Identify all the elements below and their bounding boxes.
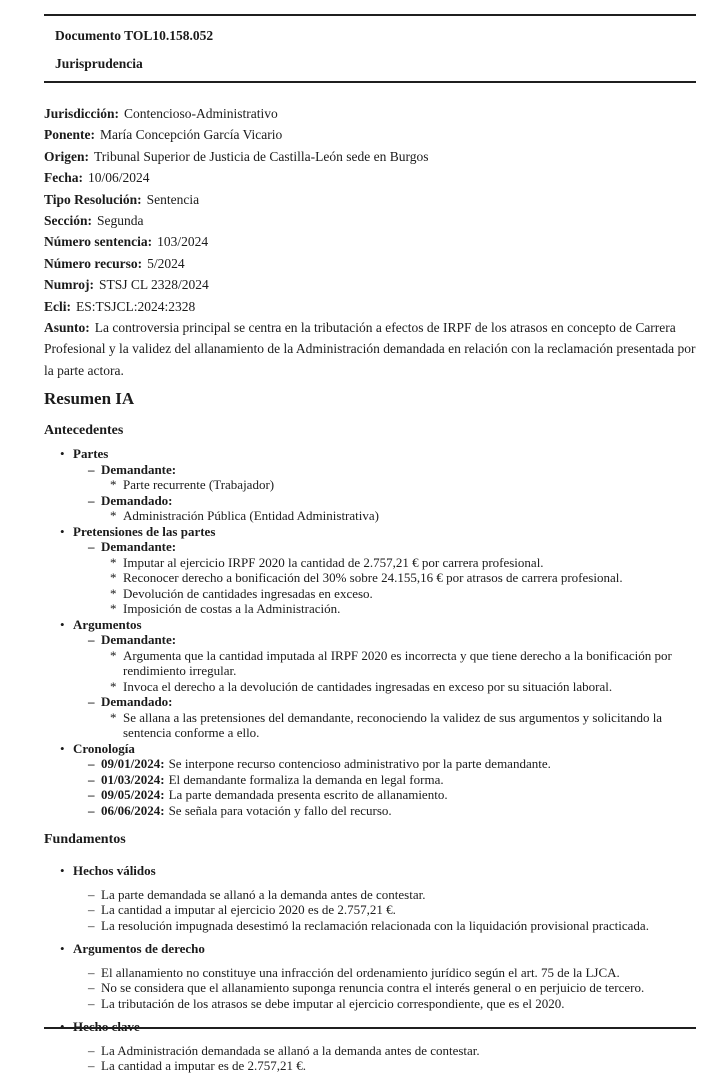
- item-title: Partes: [73, 446, 109, 462]
- field-jurisdiccion: [44, 103, 696, 124]
- item-label: Demandante:: [101, 632, 177, 648]
- event-date: 01/03/2024:: [101, 771, 165, 787]
- event-text: Se señala para votación y fallo del recurso.: [168, 802, 392, 818]
- list-item: [44, 508, 696, 524]
- document-page: [0, 14, 724, 1074]
- field-value: María Concepción García Vicario: [100, 127, 283, 143]
- item-text: Imputar al ejercicio IRPF 2020 la cantidad de 2.757,21 € por carrera profesional.: [123, 554, 544, 570]
- dash-icon: –: [88, 756, 95, 772]
- field-value: Sentencia: [146, 191, 200, 207]
- item-text: Administración Pública (Entidad Administrativa): [123, 508, 379, 524]
- field-seccion: [44, 210, 696, 231]
- field-numero-sentencia: [44, 231, 696, 252]
- dash-icon: –: [88, 917, 95, 933]
- field-label: Asunto:: [44, 320, 90, 336]
- antecedentes-heading: Antecedentes: [44, 423, 124, 439]
- bullet-icon: •: [60, 523, 65, 539]
- dash-icon: –: [88, 694, 95, 710]
- list-item: [44, 1058, 696, 1074]
- list-item: [44, 887, 696, 903]
- field-tipo-resolucion: [44, 189, 696, 210]
- field-ponente: [44, 124, 696, 145]
- field-label: Jurisdicción:: [44, 106, 120, 121]
- asterisk-icon: *: [110, 508, 117, 524]
- field-value: Segunda: [97, 213, 144, 229]
- item-text: La resolución impugnada desestimó la reclamación relacionada con la liquidación provisional practicada.: [101, 917, 649, 933]
- field-label: Ponente:: [44, 127, 95, 143]
- group-title: [44, 863, 696, 879]
- dash-icon: –: [88, 632, 95, 648]
- antecedentes-list: [0, 439, 724, 818]
- bullet-icon: •: [60, 941, 65, 957]
- metadata-block: [0, 83, 724, 381]
- list-item: [44, 996, 696, 1012]
- bullet-icon: •: [60, 616, 65, 632]
- dash-icon: –: [88, 980, 95, 996]
- item-title: Argumentos: [73, 616, 142, 632]
- item-text: Devolución de cantidades ingresadas en exceso.: [123, 585, 373, 601]
- dash-icon: –: [88, 802, 95, 818]
- asterisk-icon: *: [110, 601, 117, 617]
- timeline-event: [44, 772, 696, 788]
- field-label: Ecli:: [44, 298, 71, 314]
- item-text: La cantidad a imputar es de 2.757,21 €.: [101, 1058, 307, 1074]
- list-item-demandante-label: [44, 539, 696, 555]
- field-numero-recurso: [44, 253, 696, 274]
- dash-icon: –: [88, 461, 95, 477]
- item-text: El allanamiento no constituye una infracción del ordenamiento jurídico según el art. 75 de la LJCA.: [101, 964, 620, 980]
- list-item: [44, 648, 696, 679]
- field-value: 5/2024: [147, 255, 185, 271]
- item-text: La Administración demandada se allanó a la demanda antes de contestar.: [101, 1042, 480, 1058]
- field-ecli: [44, 296, 696, 317]
- item-label: Demandado:: [101, 694, 173, 710]
- list-item-demandante-label: [44, 632, 696, 648]
- fundamentos-list: [0, 848, 724, 1074]
- field-numroj: [44, 274, 696, 295]
- timeline-event: [44, 803, 696, 819]
- dash-icon: –: [88, 995, 95, 1011]
- dash-icon: –: [88, 1058, 95, 1074]
- fundamentos-heading: Fundamentos: [44, 832, 126, 848]
- dash-icon: –: [88, 492, 95, 508]
- asterisk-icon: *: [110, 554, 117, 570]
- item-text: Imposición de costas a la Administración.: [123, 601, 341, 617]
- timeline-event: [44, 756, 696, 772]
- field-value: 10/06/2024: [87, 170, 150, 186]
- list-item: [44, 980, 696, 996]
- event-text: El demandante formaliza la demanda en legal forma.: [168, 771, 444, 787]
- field-value: Contencioso-Administrativo: [124, 106, 278, 121]
- list-item: [44, 918, 696, 934]
- list-item-argumentos: [44, 617, 696, 633]
- item-text: Se allana a las pretensiones del demandante, reconociendo la validez de sus argumentos y solicitando la sentencia conforme a ello.: [123, 709, 663, 741]
- timeline-event: [44, 787, 696, 803]
- fundamentos-group-hechos-validos: [44, 863, 696, 933]
- resumen-ia-title: Resumen IA: [44, 389, 135, 409]
- list-item: [44, 1043, 696, 1059]
- bullet-icon: •: [60, 740, 65, 756]
- item-text: Invoca el derecho a la devolución de cantidades ingresadas en exceso por su situación laboral.: [123, 678, 613, 694]
- list-item-cronologia: [44, 741, 696, 757]
- field-asunto: [44, 317, 696, 381]
- list-item: [44, 679, 696, 695]
- field-value: 103/2024: [157, 234, 209, 250]
- event-date: 06/06/2024:: [101, 802, 165, 818]
- bottom-rule: [44, 1027, 696, 1029]
- field-label: Fecha:: [44, 170, 83, 186]
- dash-icon: –: [88, 539, 95, 555]
- list-item-partes: [44, 446, 696, 462]
- list-item: [44, 965, 696, 981]
- item-title: Pretensiones de las partes: [73, 523, 216, 539]
- asterisk-icon: *: [110, 678, 117, 694]
- bullet-icon: •: [60, 863, 65, 879]
- field-value: La controversia principal se centra en la tributación a efectos de IRPF de los atrasos en concepto de Carrera Profesional y la validez del allanamiento de la Administración demandada en relación con la reclamación presentada por la parte actora.: [44, 320, 696, 378]
- field-value: ES:TSJCL:2024:2328: [76, 298, 196, 314]
- asterisk-icon: *: [110, 585, 117, 601]
- field-label: Número recurso:: [44, 255, 143, 271]
- field-value: Tribunal Superior de Justicia de Castilla-León sede en Burgos: [94, 148, 429, 164]
- item-text: Parte recurrente (Trabajador): [123, 477, 275, 493]
- event-date: 09/05/2024:: [101, 787, 165, 803]
- document-category: Jurisprudencia: [55, 56, 143, 71]
- asterisk-icon: *: [110, 647, 117, 663]
- list-item-pretensiones: [44, 524, 696, 540]
- field-label: Número sentencia:: [44, 234, 153, 250]
- field-label: Tipo Resolución:: [44, 191, 142, 207]
- list-item: [44, 601, 696, 617]
- dash-icon: –: [88, 787, 95, 803]
- item-label: Demandante:: [101, 539, 177, 555]
- list-item: [44, 555, 696, 571]
- bullet-icon: •: [60, 446, 65, 462]
- list-item: [44, 586, 696, 602]
- item-text: Argumenta que la cantidad imputada al IRPF 2020 es incorrecta y que tiene derecho a la bonificación por rendimiento irregular.: [123, 647, 672, 679]
- list-item-demandante-label: [44, 462, 696, 478]
- list-item: [44, 570, 696, 586]
- list-item: [44, 902, 696, 918]
- item-label: Demandante:: [101, 461, 177, 477]
- dash-icon: –: [88, 1042, 95, 1058]
- fundamentos-group-argumentos-derecho: [44, 941, 696, 1011]
- item-title: Cronología: [73, 740, 135, 756]
- dash-icon: –: [88, 771, 95, 787]
- field-fecha: [44, 167, 696, 188]
- group-title: [44, 941, 696, 957]
- dash-icon: –: [88, 902, 95, 918]
- item-text: La tributación de los atrasos se debe imputar al ejercicio correspondiente, que es el 2020.: [101, 995, 565, 1011]
- event-date: 09/01/2024:: [101, 756, 165, 772]
- event-text: Se interpone recurso contencioso administrativo por la parte demandante.: [168, 756, 551, 772]
- field-origen: [44, 146, 696, 167]
- document-header: [0, 16, 724, 81]
- list-item-demandado-label: [44, 493, 696, 509]
- field-value: STSJ CL 2328/2024: [99, 277, 209, 293]
- item-title: Argumentos de derecho: [73, 941, 205, 957]
- item-title: Hechos válidos: [73, 863, 156, 879]
- event-text: La parte demandada presenta escrito de allanamiento.: [168, 787, 448, 803]
- field-label: Sección:: [44, 213, 92, 229]
- field-label: Numroj:: [44, 277, 94, 293]
- document-id: Documento TOL10.158.052: [55, 28, 214, 43]
- list-item: [44, 477, 696, 493]
- dash-icon: –: [88, 964, 95, 980]
- item-text: Reconocer derecho a bonificación del 30% sobre 24.155,16 € por atrasos de carrera profesional.: [123, 570, 623, 586]
- asterisk-icon: *: [110, 477, 117, 493]
- list-item-demandado-label: [44, 694, 696, 710]
- dash-icon: –: [88, 886, 95, 902]
- field-label: Origen:: [44, 148, 89, 164]
- item-text: La cantidad a imputar al ejercicio 2020 es de 2.757,21 €.: [101, 902, 396, 918]
- item-label: Demandado:: [101, 492, 173, 508]
- item-text: No se considera que el allanamiento suponga renuncia contra el interés general o en perjuicio de tercero.: [101, 980, 645, 996]
- item-text: La parte demandada se allanó a la demanda antes de contestar.: [101, 886, 426, 902]
- asterisk-icon: *: [110, 709, 117, 725]
- list-item: [44, 710, 696, 741]
- asterisk-icon: *: [110, 570, 117, 586]
